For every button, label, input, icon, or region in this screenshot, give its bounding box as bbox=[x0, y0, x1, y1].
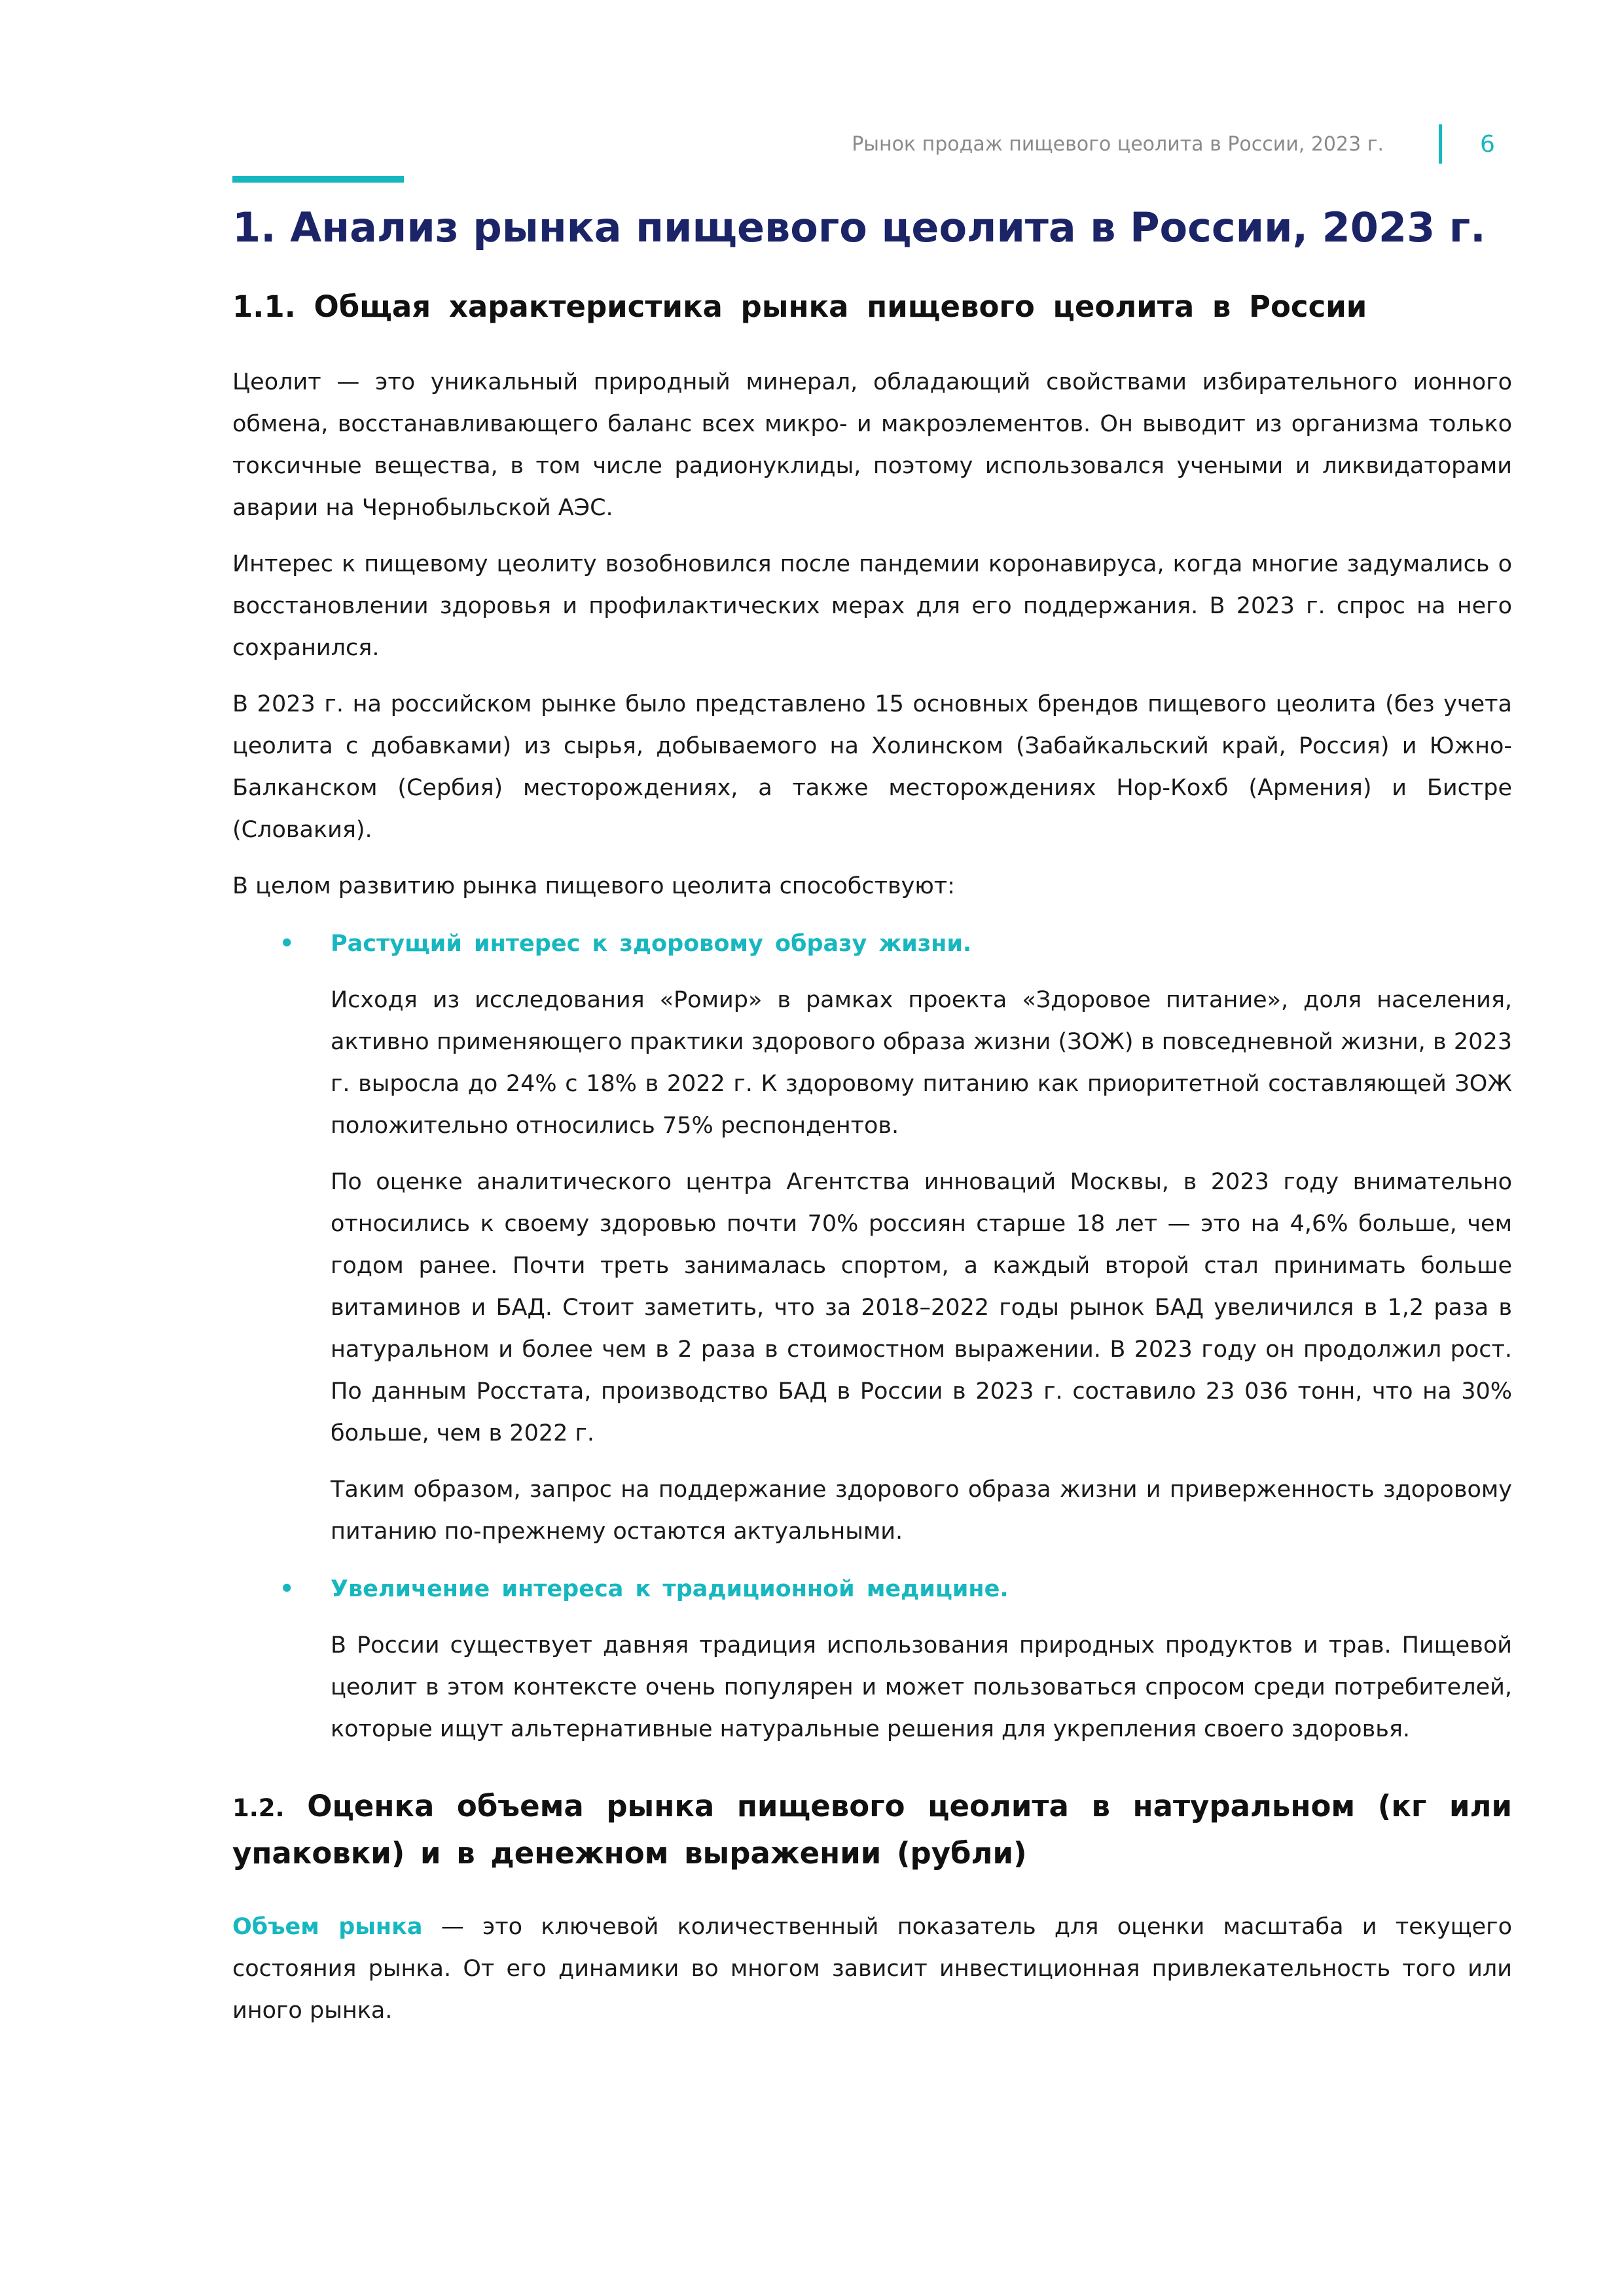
header-separator bbox=[1439, 124, 1442, 164]
subsection-1-2-title bbox=[232, 1783, 1512, 1877]
section-title: 1. Анализ рынка пищевого цеолита в России, 2023 г. bbox=[232, 204, 1486, 251]
running-title: Рынок продаж пищевого цеолита в России, 2023 г. bbox=[852, 132, 1384, 156]
subsection-1-1-title: 1.1. Общая характеристика рынка пищевого цеолита в России bbox=[232, 289, 1367, 324]
section-accent-bar bbox=[232, 176, 404, 183]
bullet-healthy-lifestyle bbox=[232, 923, 1512, 965]
subsection-1-2-number: 1.2. bbox=[232, 1793, 285, 1822]
page-number: 6 bbox=[1480, 130, 1495, 158]
paragraph-conclusion: Таким образом, запрос на поддержание здорового образа жизни и приверженность здоровому питанию по-прежнему остаются актуальными. bbox=[331, 1476, 1512, 1545]
bullet-dot-icon: • bbox=[280, 930, 295, 957]
term-market-volume: Объем рынка bbox=[232, 1913, 423, 1940]
paragraph-demand: Интерес к пищевому цеолиту возобновился после пандемии коронавируса, когда многие задумались о восстановлении здоровья и профилактических мерах для его поддержания. В 2023 г. спрос на него сохранился. bbox=[232, 550, 1512, 661]
bullet-title: Растущий интерес к здоровому образу жизни. bbox=[331, 930, 972, 957]
paragraph-traditional-medicine: В России существует давняя традиция использования природных продуктов и трав. Пищевой цеолит в этом контексте очень популярен и может пользоваться спросом среди потребителей, которые ищут альтернативные натуральные решения для укрепления своего здоровья. bbox=[331, 1632, 1512, 1742]
bullet-dot-icon: • bbox=[280, 1575, 295, 1602]
bullet-traditional-medicine bbox=[232, 1568, 1512, 1610]
page-header bbox=[852, 124, 1493, 164]
paragraph-market-volume bbox=[232, 1906, 1512, 2032]
paragraph-brands: В 2023 г. на российском рынке было представлено 15 основных брендов пищевого цеолита (без учета цеолита с добавками) из сырья, добываемого на Холинском (Забайкальский край, Россия) и Южно-Балканском (Сербия) месторождениях, а также месторождениях Нор-Кохб (Армения) и Бистре (Словакия). bbox=[232, 691, 1512, 843]
subsection-1-2-title-text: Оценка объема рынка пищевого цеолита в натуральном (кг или упаковки) и в денежном выражении (рубли) bbox=[232, 1788, 1512, 1871]
paragraph-drivers-intro: В целом развитию рынка пищевого цеолита способствуют: bbox=[232, 872, 955, 899]
page-content bbox=[232, 193, 1512, 2032]
paragraph-zeolite-definition: Цеолит — это уникальный природный минерал, обладающий свойствами избирательного ионного обмена, восстанавливающего баланс всех микро- и макроэлементов. Он выводит из организма только токсичные вещества, в том числе радионуклиды, поэтому использовался учеными и ликвидаторами аварии на Чернобыльской АЭС. bbox=[232, 368, 1512, 521]
paragraph-romir-study: Исходя из исследования «Ромир» в рамках проекта «Здоровое питание», доля населения, активно применяющего практики здорового образа жизни (ЗОЖ) в повседневной жизни, в 2023 г. выросла до 24% с 18% в 2022 г. К здоровому питанию как приоритетной составляющей ЗОЖ положительно относились 75% респондентов. bbox=[331, 986, 1512, 1139]
bullet-title: Увеличение интереса к традиционной медицине. bbox=[331, 1575, 1009, 1602]
paragraph-innovation-agency: По оценке аналитического центра Агентства инноваций Москвы, в 2023 году внимательно относились к своему здоровью почти 70% россиян старше 18 лет — это на 4,6% больше, чем годом ранее. Почти треть занималась спортом, а каждый второй стал принимать больше витаминов и БАД. Стоит заметить, что за 2018–2022 годы рынок БАД увеличился в 1,2 раза в натуральном и более чем в 2 раза в стоимостном выражении. В 2023 году он продолжил рост. По данным Росстата, производство БАД в России в 2023 г. составило 23 036 тонн, что на 30% больше, чем в 2022 г. bbox=[331, 1168, 1512, 1446]
market-volume-definition: — это ключевой количественный показатель для оценки масштаба и текущего состояния рынка. От его динамики во многом зависит инвестиционная привлекательность того или иного рынка. bbox=[232, 1913, 1512, 2024]
